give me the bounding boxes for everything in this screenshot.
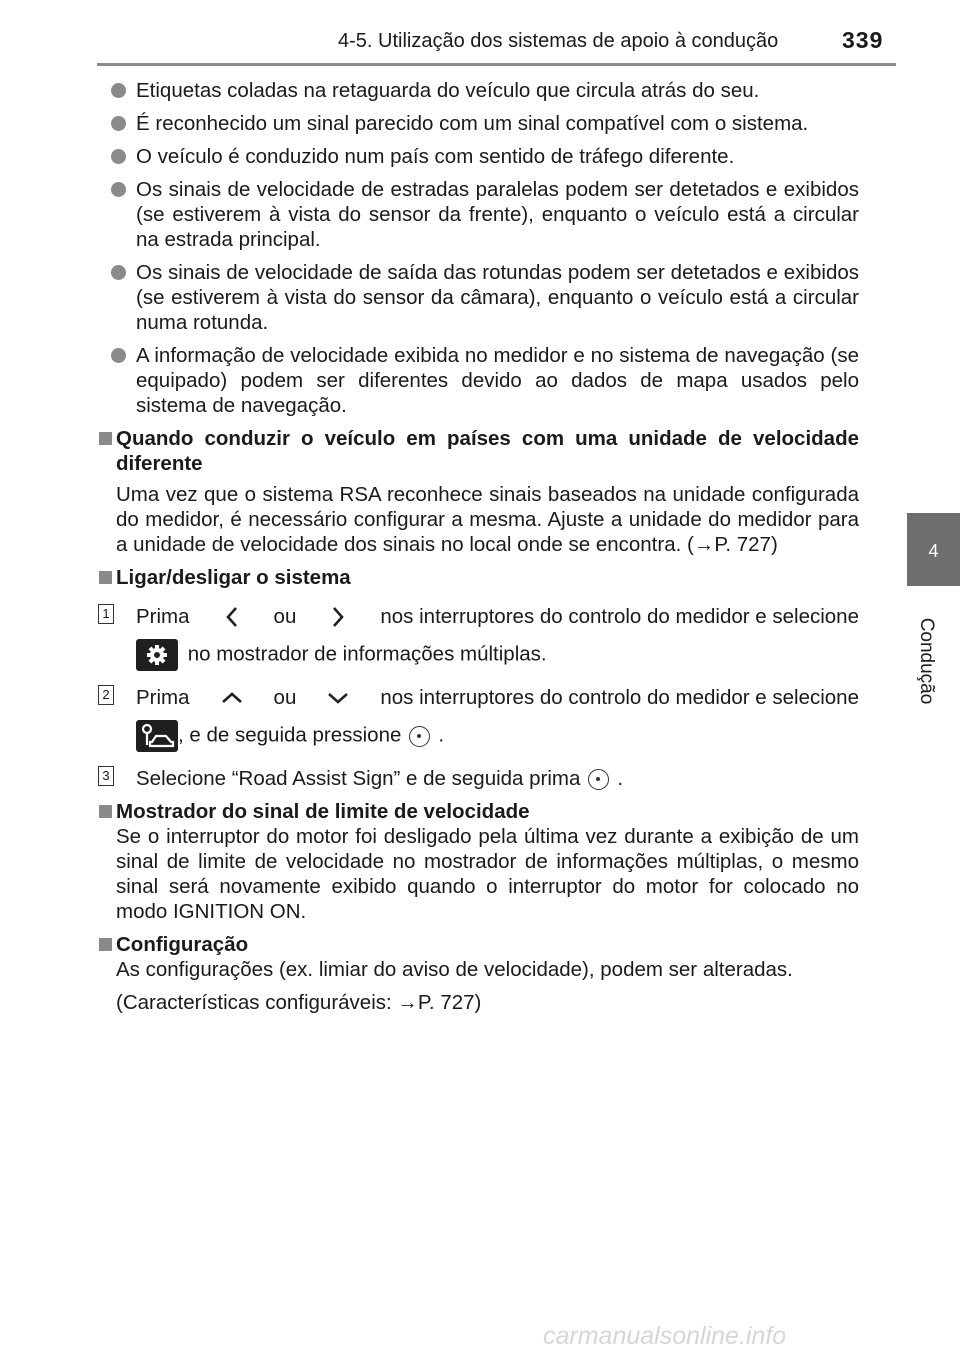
step-line: [136, 720, 859, 752]
bullet-dot-icon: [111, 348, 126, 363]
ok-button-icon: [409, 726, 430, 747]
bullet-text: Os sinais de velocidade de saída das rotundas podem ser detetados e exibidos (se estiverem à vista do sensor da câmara), enquanto o veículo está a circular numa rotunda.: [136, 261, 859, 334]
bullet-dot-icon: [111, 83, 126, 98]
section-body: (Características configuráveis: →P. 727): [116, 991, 482, 1014]
step-line: [136, 639, 859, 671]
bullet-text: Etiquetas coladas na retaguarda do veículo que circula atrás do seu.: [136, 79, 760, 102]
step-text: Selecione “Road Assist Sign” e de seguida prima: [136, 767, 581, 790]
step-1: [98, 604, 859, 671]
step-line: [136, 604, 859, 629]
section-speed-sign-display: [97, 799, 859, 924]
page-number: 339: [842, 27, 884, 53]
step-text: no mostrador de informações múltiplas.: [187, 642, 547, 666]
road-sign-car-icon: [136, 720, 178, 752]
section-body: As configurações (ex. limiar do aviso de velocidade), podem ser alteradas.: [116, 958, 793, 981]
bullet-dot-icon: [111, 265, 126, 280]
ok-button-icon: [588, 769, 609, 790]
step-text: .: [438, 723, 445, 747]
bullet-item: [97, 111, 859, 136]
section-marker-icon: [99, 938, 112, 951]
section-body: Se o interruptor do motor foi desligado pela última vez durante a exibição de um sinal de limite de velocidade no mostrador de informações múltiplas, o mesmo sinal será novamente exibido quando o interruptor do motor for colocado no modo IGNITION ON.: [116, 825, 859, 923]
chevron-down-icon: [327, 691, 349, 705]
step-word-or: ou: [273, 605, 297, 628]
chevron-right-icon: [331, 606, 345, 628]
section-marker-icon: [99, 571, 112, 584]
gear-icon: [136, 639, 178, 671]
section-marker-icon: [99, 805, 112, 818]
step-text: nos interruptores do controlo do medidor e selecione: [380, 605, 859, 628]
step-word-press: Prima: [136, 605, 190, 628]
page-content: [97, 78, 859, 1023]
chapter-number: 4: [928, 541, 939, 561]
header-divider: [97, 63, 896, 66]
step-number: 2: [98, 685, 114, 705]
section-on-off: [97, 565, 859, 590]
bullet-dot-icon: [111, 116, 126, 131]
step-number: 3: [98, 766, 114, 786]
bullet-item: [97, 343, 859, 418]
bullet-item: [97, 78, 859, 103]
bullet-text: A informação de velocidade exibida no medidor e no sistema de navegação (se equipado) podem ser diferentes devido ao dados de mapa usados pelo sistema de navegação.: [136, 344, 859, 417]
step-text: .: [617, 767, 624, 790]
bullet-item: [97, 144, 859, 169]
bullet-text: Os sinais de velocidade de estradas paralelas podem ser detetados e exibidos (se estiverem à vista do sensor da frente), enquanto o veículo está a circular na estrada principal.: [136, 178, 859, 251]
section-heading: Ligar/desligar o sistema: [116, 566, 351, 589]
section-body: Uma vez que o sistema RSA reconhece sinais baseados na unidade configurada do medidor, é necessário configurar a mesma. Ajuste a unidade do medidor para a unidade de velocidade dos sinais no local onde se encontra. (→P. 727): [116, 483, 859, 556]
step-text: nos interruptores do controlo do medidor e selecione: [380, 686, 859, 709]
step-2: [98, 685, 859, 752]
step-word-press: Prima: [136, 686, 190, 709]
bullet-text: É reconhecido um sinal parecido com um sinal compatível com o sistema.: [136, 112, 809, 135]
step-number: 1: [98, 604, 114, 624]
section-heading: Configuração: [116, 933, 249, 956]
chapter-label: Condução: [916, 617, 937, 705]
bullet-text: O veículo é conduzido num país com sentido de tráfego diferente.: [136, 145, 735, 168]
section-configuration: [97, 932, 859, 1015]
section-marker-icon: [99, 432, 112, 445]
bullet-dot-icon: [111, 149, 126, 164]
chevron-up-icon: [221, 691, 243, 705]
step-line: [136, 685, 859, 710]
chevron-left-icon: [225, 606, 239, 628]
step-3: [98, 766, 859, 791]
section-heading: Quando conduzir o veículo em países com uma unidade de velocidade diferente: [116, 427, 859, 475]
bullet-dot-icon: [111, 182, 126, 197]
chapter-tab: [907, 513, 960, 586]
watermark: carmanualsonline.info: [543, 1322, 787, 1350]
chapter-label-container: [912, 606, 940, 716]
section-title: 4-5. Utilização dos sistemas de apoio à condução: [338, 30, 779, 52]
bullet-item: [97, 260, 859, 335]
section-speed-units: [97, 426, 859, 557]
section-heading: Mostrador do sinal de limite de velocidade: [116, 800, 530, 823]
step-text: , e de seguida pressione: [178, 723, 402, 747]
step-word-or: ou: [273, 686, 297, 709]
bullet-item: [97, 177, 859, 252]
